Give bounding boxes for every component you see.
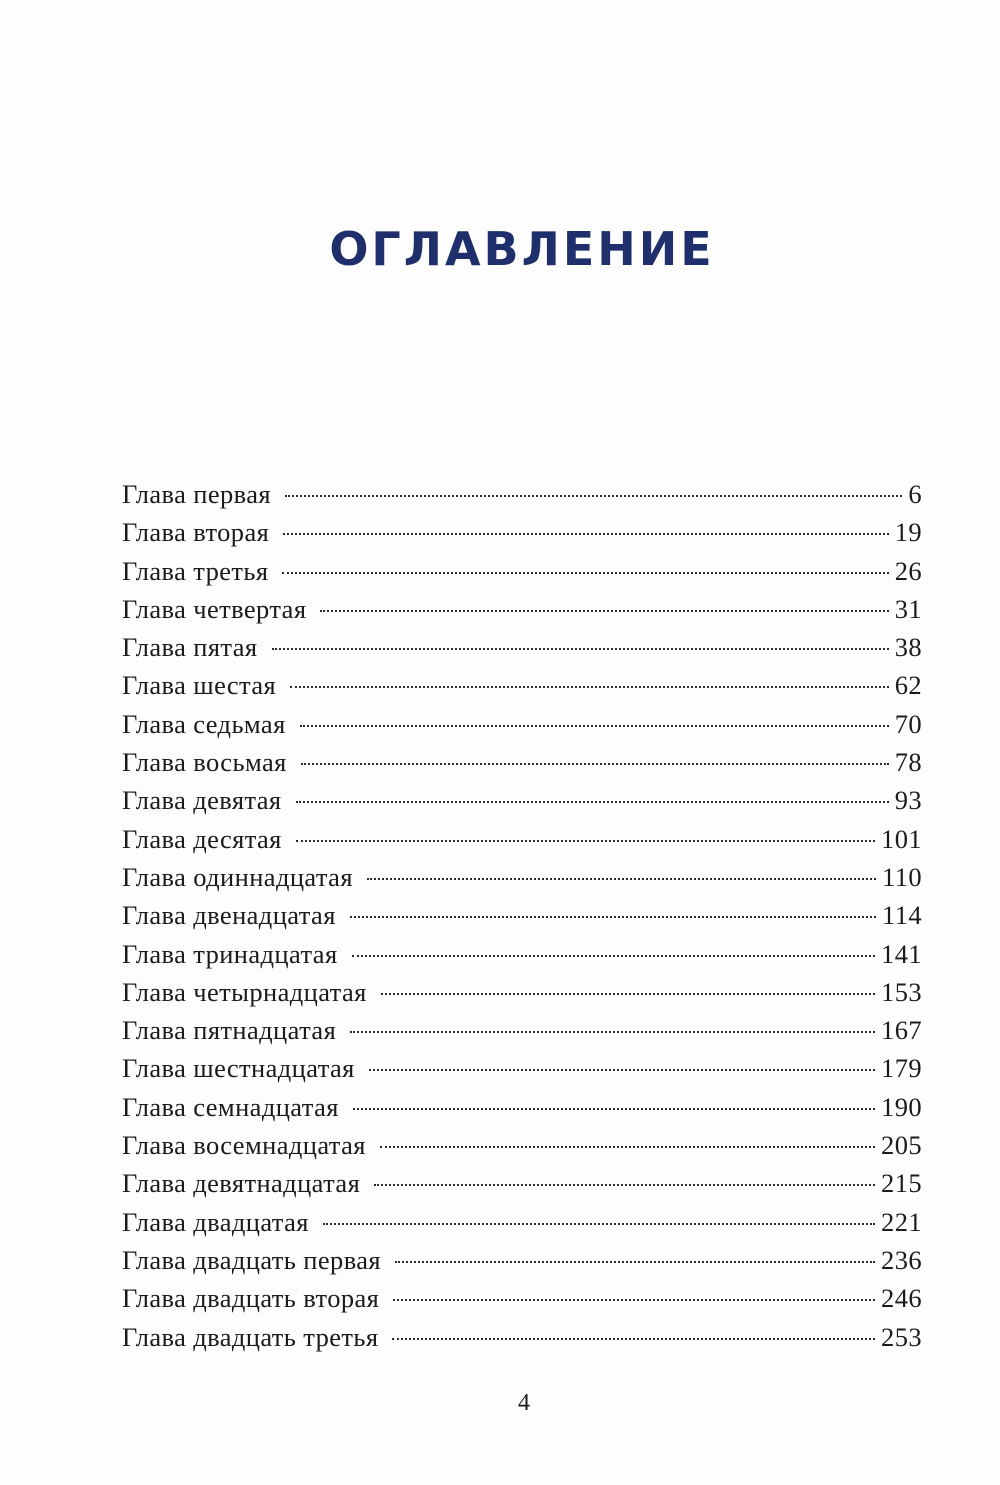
dot-leader (282, 572, 888, 574)
dot-leader (301, 763, 889, 765)
toc-entry-label: Глава шестая (122, 670, 277, 701)
toc-entry-page: 141 (881, 938, 922, 969)
toc-entry-page: 205 (881, 1130, 922, 1161)
toc-entry-label: Глава двенадцатая (122, 900, 336, 931)
dot-leader (392, 1338, 875, 1340)
toc-entry[interactable] (122, 862, 922, 900)
toc-entry-label: Глава семнадцатая (122, 1091, 339, 1122)
dot-leader (369, 1069, 875, 1071)
toc-entry-page: 38 (894, 632, 922, 663)
toc-entry-page: 6 (908, 479, 922, 509)
toc-entry[interactable] (122, 1130, 922, 1168)
dot-leader (367, 878, 876, 880)
toc-entry-label: Глава одиннадцатая (122, 861, 353, 892)
dot-leader (296, 801, 889, 803)
toc-entry-label: Глава четвертая (122, 593, 307, 624)
toc-entry-page: 236 (881, 1244, 922, 1275)
toc-entry[interactable] (122, 1053, 922, 1091)
toc-entry-label: Глава тринадцатая (122, 938, 338, 969)
dot-leader (300, 725, 889, 727)
dot-leader (381, 993, 875, 995)
toc-entry[interactable] (122, 1207, 922, 1245)
toc-entry-page: 101 (881, 823, 922, 854)
toc-entry[interactable] (122, 900, 922, 938)
toc-entry-page: 253 (881, 1321, 922, 1352)
dot-leader (350, 1031, 875, 1033)
toc-entry-label: Глава пятнадцатая (122, 1015, 337, 1046)
toc-entry-page: 215 (881, 1168, 922, 1199)
toc-entry[interactable] (122, 479, 922, 517)
toc-entry-label: Глава двадцатая (122, 1206, 309, 1237)
toc-entry[interactable] (122, 594, 922, 632)
toc-entry[interactable] (122, 1015, 922, 1053)
dot-leader (272, 648, 889, 650)
toc-entry[interactable] (122, 939, 922, 977)
dot-leader (353, 1108, 875, 1110)
toc-entry-page: 153 (881, 976, 922, 1007)
toc-entry[interactable] (122, 785, 922, 823)
toc-entry[interactable] (122, 1168, 922, 1206)
toc-entry[interactable] (122, 709, 922, 747)
toc-entry-label: Глава шестнадцатая (122, 1053, 355, 1084)
toc-entry-page: 179 (881, 1053, 922, 1084)
toc-entry-label: Глава девятая (122, 785, 282, 816)
toc-entry-label: Глава пятая (122, 632, 258, 663)
toc-entry[interactable] (122, 824, 922, 862)
page-number: 4 (518, 1390, 530, 1416)
toc-entry-label: Глава первая (122, 479, 271, 509)
toc-entry-page: 93 (894, 785, 922, 816)
toc-entry[interactable] (122, 670, 922, 708)
toc-entry[interactable] (122, 1283, 922, 1321)
toc-entry-label: Глава двадцать вторая (122, 1283, 380, 1314)
toc-entry-label: Глава двадцать первая (122, 1244, 382, 1275)
table-of-contents (122, 479, 922, 1360)
toc-entry-label: Глава десятая (122, 823, 282, 854)
toc-entry-label: Глава восьмая (122, 747, 287, 778)
toc-entry-page: 114 (882, 900, 922, 931)
dot-leader (283, 533, 888, 535)
toc-entry-label: Глава седьмая (122, 708, 286, 739)
toc-entry[interactable] (122, 747, 922, 785)
toc-entry[interactable] (122, 556, 922, 594)
toc-entry[interactable] (122, 977, 922, 1015)
dot-leader (395, 1261, 875, 1263)
toc-entry-label: Глава третья (122, 555, 269, 586)
dot-leader (320, 610, 888, 612)
toc-entry-page: 19 (894, 517, 922, 548)
dot-leader (352, 955, 876, 957)
toc-entry-label: Глава восемнадцатая (122, 1130, 366, 1161)
toc-entry-label: Глава вторая (122, 517, 270, 548)
toc-entry[interactable] (122, 632, 922, 670)
dot-leader (285, 495, 902, 497)
dot-leader (323, 1223, 875, 1225)
toc-entry-label: Глава двадцать третья (122, 1321, 379, 1352)
toc-entry-page: 31 (894, 593, 922, 624)
toc-entry-page: 190 (881, 1091, 922, 1122)
toc-entry-page: 167 (881, 1015, 922, 1046)
toc-entry-page: 26 (894, 555, 922, 586)
toc-entry-page: 70 (894, 708, 922, 739)
toc-entry-label: Глава девятнадцатая (122, 1168, 361, 1199)
toc-entry-page: 246 (881, 1283, 922, 1314)
dot-leader (350, 916, 876, 918)
toc-entry-page: 62 (894, 670, 922, 701)
dot-leader (296, 840, 875, 842)
dot-leader (290, 686, 889, 688)
toc-entry-page: 78 (894, 747, 922, 778)
toc-entry[interactable] (122, 517, 922, 555)
dot-leader (380, 1146, 875, 1148)
toc-entry-page: 221 (881, 1206, 922, 1237)
toc-entry[interactable] (122, 1092, 922, 1130)
toc-entry[interactable] (122, 1322, 922, 1360)
toc-entry-label: Глава четырнадцатая (122, 976, 367, 1007)
page-title: ОГЛАВЛЕНИЕ (329, 222, 715, 276)
dot-leader (393, 1299, 875, 1301)
toc-entry-page: 110 (882, 861, 922, 892)
dot-leader (374, 1184, 875, 1186)
toc-entry[interactable] (122, 1245, 922, 1283)
